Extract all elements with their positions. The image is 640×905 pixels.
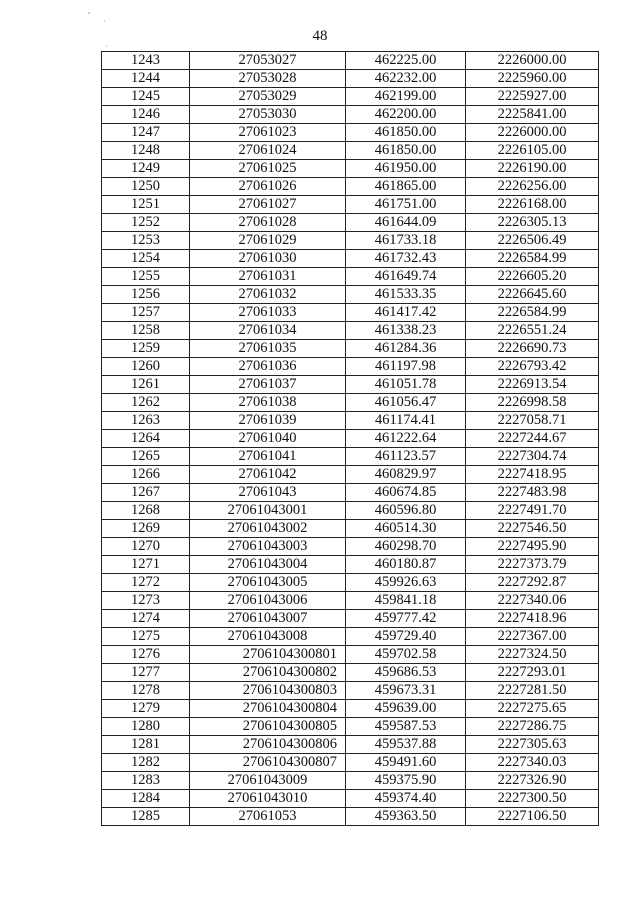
point-code-cell: 27061023 bbox=[190, 124, 346, 142]
point-number-cell: 1267 bbox=[102, 484, 190, 502]
y-coordinate-cell: 2227286.75 bbox=[466, 718, 599, 736]
table-row bbox=[102, 502, 599, 520]
point-code-cell: 27061026 bbox=[190, 178, 346, 196]
point-code-cell: 27053028 bbox=[190, 70, 346, 88]
x-coordinate-cell: 461850.00 bbox=[346, 124, 466, 142]
x-coordinate-cell: 459374.40 bbox=[346, 790, 466, 808]
point-code-cell: 27061031 bbox=[190, 268, 346, 286]
x-coordinate-cell: 461222.64 bbox=[346, 430, 466, 448]
x-coordinate-cell: 461417.42 bbox=[346, 304, 466, 322]
x-coordinate-cell: 460596.80 bbox=[346, 502, 466, 520]
y-coordinate-cell: 2226584.99 bbox=[466, 250, 599, 268]
point-code-cell: 27061025 bbox=[190, 160, 346, 178]
point-code-cell: 27061037 bbox=[190, 376, 346, 394]
x-coordinate-cell: 461950.00 bbox=[346, 160, 466, 178]
table-row bbox=[102, 664, 599, 682]
y-coordinate-cell: 2227300.50 bbox=[466, 790, 599, 808]
point-number-cell: 1270 bbox=[102, 538, 190, 556]
y-coordinate-cell: 2227305.63 bbox=[466, 736, 599, 754]
table-row bbox=[102, 70, 599, 88]
point-number-cell: 1265 bbox=[102, 448, 190, 466]
x-coordinate-cell: 459639.00 bbox=[346, 700, 466, 718]
x-coordinate-cell: 459777.42 bbox=[346, 610, 466, 628]
point-code-cell: 27061028 bbox=[190, 214, 346, 232]
y-coordinate-cell: 2227244.67 bbox=[466, 430, 599, 448]
point-code-cell: 2706104300804 bbox=[190, 700, 346, 718]
x-coordinate-cell: 461865.00 bbox=[346, 178, 466, 196]
point-code-cell: 27061035 bbox=[190, 340, 346, 358]
x-coordinate-cell: 461644.09 bbox=[346, 214, 466, 232]
x-coordinate-cell: 461338.23 bbox=[346, 322, 466, 340]
table-row bbox=[102, 592, 599, 610]
y-coordinate-cell: 2227106.50 bbox=[466, 808, 599, 826]
y-coordinate-cell: 2225960.00 bbox=[466, 70, 599, 88]
y-coordinate-cell: 2227304.74 bbox=[466, 448, 599, 466]
point-number-cell: 1276 bbox=[102, 646, 190, 664]
point-number-cell: 1260 bbox=[102, 358, 190, 376]
table-row bbox=[102, 214, 599, 232]
point-number-cell: 1269 bbox=[102, 520, 190, 538]
table-row bbox=[102, 340, 599, 358]
x-coordinate-cell: 460674.85 bbox=[346, 484, 466, 502]
table-row bbox=[102, 466, 599, 484]
y-coordinate-cell: 2227275.65 bbox=[466, 700, 599, 718]
point-code-cell: 27061030 bbox=[190, 250, 346, 268]
table-row bbox=[102, 376, 599, 394]
point-code-cell: 27061043004 bbox=[190, 556, 346, 574]
table-row bbox=[102, 394, 599, 412]
y-coordinate-cell: 2226913.54 bbox=[466, 376, 599, 394]
point-number-cell: 1264 bbox=[102, 430, 190, 448]
x-coordinate-cell: 459587.53 bbox=[346, 718, 466, 736]
point-number-cell: 1262 bbox=[102, 394, 190, 412]
y-coordinate-cell: 2227324.50 bbox=[466, 646, 599, 664]
x-coordinate-cell: 461751.00 bbox=[346, 196, 466, 214]
point-number-cell: 1266 bbox=[102, 466, 190, 484]
coordinates-table-body bbox=[102, 52, 599, 826]
point-code-cell: 27061043009 bbox=[190, 772, 346, 790]
y-coordinate-cell: 2227293.01 bbox=[466, 664, 599, 682]
point-number-cell: 1273 bbox=[102, 592, 190, 610]
y-coordinate-cell: 2226793.42 bbox=[466, 358, 599, 376]
table-row bbox=[102, 88, 599, 106]
x-coordinate-cell: 461850.00 bbox=[346, 142, 466, 160]
point-number-cell: 1261 bbox=[102, 376, 190, 394]
point-number-cell: 1283 bbox=[102, 772, 190, 790]
point-number-cell: 1284 bbox=[102, 790, 190, 808]
y-coordinate-cell: 2226551.24 bbox=[466, 322, 599, 340]
x-coordinate-cell: 460514.30 bbox=[346, 520, 466, 538]
point-code-cell: 27061053 bbox=[190, 808, 346, 826]
point-number-cell: 1248 bbox=[102, 142, 190, 160]
point-code-cell: 27061042 bbox=[190, 466, 346, 484]
point-number-cell: 1246 bbox=[102, 106, 190, 124]
table-row bbox=[102, 196, 599, 214]
y-coordinate-cell: 2227418.95 bbox=[466, 466, 599, 484]
table-row bbox=[102, 628, 599, 646]
point-code-cell: 27053030 bbox=[190, 106, 346, 124]
page-number: 48 bbox=[312, 28, 328, 44]
coordinates-table-container bbox=[101, 51, 599, 826]
x-coordinate-cell: 461051.78 bbox=[346, 376, 466, 394]
y-coordinate-cell: 2226506.49 bbox=[466, 232, 599, 250]
x-coordinate-cell: 459702.58 bbox=[346, 646, 466, 664]
point-code-cell: 2706104300803 bbox=[190, 682, 346, 700]
table-row bbox=[102, 736, 599, 754]
table-row bbox=[102, 574, 599, 592]
point-code-cell: 27061029 bbox=[190, 232, 346, 250]
point-number-cell: 1268 bbox=[102, 502, 190, 520]
point-code-cell: 27061033 bbox=[190, 304, 346, 322]
table-row bbox=[102, 790, 599, 808]
x-coordinate-cell: 459537.88 bbox=[346, 736, 466, 754]
table-row bbox=[102, 484, 599, 502]
x-coordinate-cell: 461174.41 bbox=[346, 412, 466, 430]
point-number-cell: 1272 bbox=[102, 574, 190, 592]
table-row bbox=[102, 448, 599, 466]
point-number-cell: 1247 bbox=[102, 124, 190, 142]
table-row bbox=[102, 250, 599, 268]
point-number-cell: 1263 bbox=[102, 412, 190, 430]
x-coordinate-cell: 462200.00 bbox=[346, 106, 466, 124]
table-row bbox=[102, 178, 599, 196]
point-code-cell: 27061043006 bbox=[190, 592, 346, 610]
y-coordinate-cell: 2227367.00 bbox=[466, 628, 599, 646]
point-code-cell: 2706104300806 bbox=[190, 736, 346, 754]
point-code-cell: 27061043005 bbox=[190, 574, 346, 592]
point-number-cell: 1255 bbox=[102, 268, 190, 286]
x-coordinate-cell: 461533.35 bbox=[346, 286, 466, 304]
point-code-cell: 27061024 bbox=[190, 142, 346, 160]
point-number-cell: 1257 bbox=[102, 304, 190, 322]
point-code-cell: 27061027 bbox=[190, 196, 346, 214]
y-coordinate-cell: 2227483.98 bbox=[466, 484, 599, 502]
point-number-cell: 1256 bbox=[102, 286, 190, 304]
x-coordinate-cell: 459375.90 bbox=[346, 772, 466, 790]
x-coordinate-cell: 461649.74 bbox=[346, 268, 466, 286]
point-code-cell: 27061043002 bbox=[190, 520, 346, 538]
point-code-cell: 27061039 bbox=[190, 412, 346, 430]
y-coordinate-cell: 2226605.20 bbox=[466, 268, 599, 286]
point-code-cell: 2706104300805 bbox=[190, 718, 346, 736]
x-coordinate-cell: 459491.60 bbox=[346, 754, 466, 772]
table-row bbox=[102, 160, 599, 178]
point-number-cell: 1253 bbox=[102, 232, 190, 250]
table-row bbox=[102, 808, 599, 826]
table-row bbox=[102, 106, 599, 124]
y-coordinate-cell: 2226998.58 bbox=[466, 394, 599, 412]
point-number-cell: 1250 bbox=[102, 178, 190, 196]
point-code-cell: 27061032 bbox=[190, 286, 346, 304]
point-number-cell: 1282 bbox=[102, 754, 190, 772]
table-row bbox=[102, 232, 599, 250]
table-row bbox=[102, 286, 599, 304]
table-row bbox=[102, 358, 599, 376]
point-code-cell: 2706104300801 bbox=[190, 646, 346, 664]
table-row bbox=[102, 304, 599, 322]
table-row bbox=[102, 430, 599, 448]
y-coordinate-cell: 2227281.50 bbox=[466, 682, 599, 700]
table-row bbox=[102, 754, 599, 772]
table-row bbox=[102, 700, 599, 718]
x-coordinate-cell: 462199.00 bbox=[346, 88, 466, 106]
table-row bbox=[102, 538, 599, 556]
y-coordinate-cell: 2226645.60 bbox=[466, 286, 599, 304]
y-coordinate-cell: 2226690.73 bbox=[466, 340, 599, 358]
point-code-cell: 27053027 bbox=[190, 52, 346, 70]
point-code-cell: 27061043008 bbox=[190, 628, 346, 646]
table-row bbox=[102, 682, 599, 700]
point-number-cell: 1249 bbox=[102, 160, 190, 178]
y-coordinate-cell: 2226000.00 bbox=[466, 124, 599, 142]
point-code-cell: 2706104300807 bbox=[190, 754, 346, 772]
scan-speck bbox=[104, 20, 105, 22]
point-code-cell: 27061043007 bbox=[190, 610, 346, 628]
table-row bbox=[102, 520, 599, 538]
y-coordinate-cell: 2227418.96 bbox=[466, 610, 599, 628]
y-coordinate-cell: 2225927.00 bbox=[466, 88, 599, 106]
x-coordinate-cell: 459926.63 bbox=[346, 574, 466, 592]
x-coordinate-cell: 462232.00 bbox=[346, 70, 466, 88]
y-coordinate-cell: 2226190.00 bbox=[466, 160, 599, 178]
x-coordinate-cell: 461123.57 bbox=[346, 448, 466, 466]
y-coordinate-cell: 2226256.00 bbox=[466, 178, 599, 196]
scan-speck bbox=[88, 12, 90, 14]
point-number-cell: 1254 bbox=[102, 250, 190, 268]
point-code-cell: 27061043001 bbox=[190, 502, 346, 520]
point-code-cell: 27061041 bbox=[190, 448, 346, 466]
y-coordinate-cell: 2227292.87 bbox=[466, 574, 599, 592]
x-coordinate-cell: 459841.18 bbox=[346, 592, 466, 610]
table-row bbox=[102, 556, 599, 574]
y-coordinate-cell: 2227340.03 bbox=[466, 754, 599, 772]
table-row bbox=[102, 52, 599, 70]
table-row bbox=[102, 124, 599, 142]
coordinates-table bbox=[101, 51, 599, 826]
point-number-cell: 1279 bbox=[102, 700, 190, 718]
x-coordinate-cell: 461732.43 bbox=[346, 250, 466, 268]
y-coordinate-cell: 2227546.50 bbox=[466, 520, 599, 538]
y-coordinate-cell: 2227495.90 bbox=[466, 538, 599, 556]
point-number-cell: 1275 bbox=[102, 628, 190, 646]
y-coordinate-cell: 2227340.06 bbox=[466, 592, 599, 610]
table-row bbox=[102, 610, 599, 628]
x-coordinate-cell: 460298.70 bbox=[346, 538, 466, 556]
table-row bbox=[102, 718, 599, 736]
point-code-cell: 27061034 bbox=[190, 322, 346, 340]
x-coordinate-cell: 461197.98 bbox=[346, 358, 466, 376]
point-code-cell: 27061043010 bbox=[190, 790, 346, 808]
point-code-cell: 2706104300802 bbox=[190, 664, 346, 682]
table-row bbox=[102, 772, 599, 790]
point-number-cell: 1259 bbox=[102, 340, 190, 358]
x-coordinate-cell: 461056.47 bbox=[346, 394, 466, 412]
point-number-cell: 1280 bbox=[102, 718, 190, 736]
x-coordinate-cell: 459673.31 bbox=[346, 682, 466, 700]
table-row bbox=[102, 322, 599, 340]
table-row bbox=[102, 646, 599, 664]
table-row bbox=[102, 268, 599, 286]
point-code-cell: 27061036 bbox=[190, 358, 346, 376]
point-number-cell: 1243 bbox=[102, 52, 190, 70]
point-code-cell: 27061043003 bbox=[190, 538, 346, 556]
point-code-cell: 27061040 bbox=[190, 430, 346, 448]
point-code-cell: 27061043 bbox=[190, 484, 346, 502]
y-coordinate-cell: 2227058.71 bbox=[466, 412, 599, 430]
x-coordinate-cell: 462225.00 bbox=[346, 52, 466, 70]
y-coordinate-cell: 2227491.70 bbox=[466, 502, 599, 520]
point-number-cell: 1251 bbox=[102, 196, 190, 214]
point-number-cell: 1285 bbox=[102, 808, 190, 826]
x-coordinate-cell: 459363.50 bbox=[346, 808, 466, 826]
point-code-cell: 27053029 bbox=[190, 88, 346, 106]
x-coordinate-cell: 461284.36 bbox=[346, 340, 466, 358]
y-coordinate-cell: 2226000.00 bbox=[466, 52, 599, 70]
y-coordinate-cell: 2227373.79 bbox=[466, 556, 599, 574]
x-coordinate-cell: 459686.53 bbox=[346, 664, 466, 682]
point-number-cell: 1274 bbox=[102, 610, 190, 628]
x-coordinate-cell: 459729.40 bbox=[346, 628, 466, 646]
x-coordinate-cell: 461733.18 bbox=[346, 232, 466, 250]
point-number-cell: 1278 bbox=[102, 682, 190, 700]
point-number-cell: 1271 bbox=[102, 556, 190, 574]
y-coordinate-cell: 2226105.00 bbox=[466, 142, 599, 160]
point-number-cell: 1281 bbox=[102, 736, 190, 754]
point-code-cell: 27061038 bbox=[190, 394, 346, 412]
point-number-cell: 1245 bbox=[102, 88, 190, 106]
table-row bbox=[102, 412, 599, 430]
x-coordinate-cell: 460180.87 bbox=[346, 556, 466, 574]
y-coordinate-cell: 2226305.13 bbox=[466, 214, 599, 232]
y-coordinate-cell: 2227326.90 bbox=[466, 772, 599, 790]
point-number-cell: 1277 bbox=[102, 664, 190, 682]
y-coordinate-cell: 2226168.00 bbox=[466, 196, 599, 214]
point-number-cell: 1258 bbox=[102, 322, 190, 340]
x-coordinate-cell: 460829.97 bbox=[346, 466, 466, 484]
y-coordinate-cell: 2226584.99 bbox=[466, 304, 599, 322]
y-coordinate-cell: 2225841.00 bbox=[466, 106, 599, 124]
point-number-cell: 1252 bbox=[102, 214, 190, 232]
scan-speck bbox=[106, 45, 107, 47]
point-number-cell: 1244 bbox=[102, 70, 190, 88]
table-row bbox=[102, 142, 599, 160]
